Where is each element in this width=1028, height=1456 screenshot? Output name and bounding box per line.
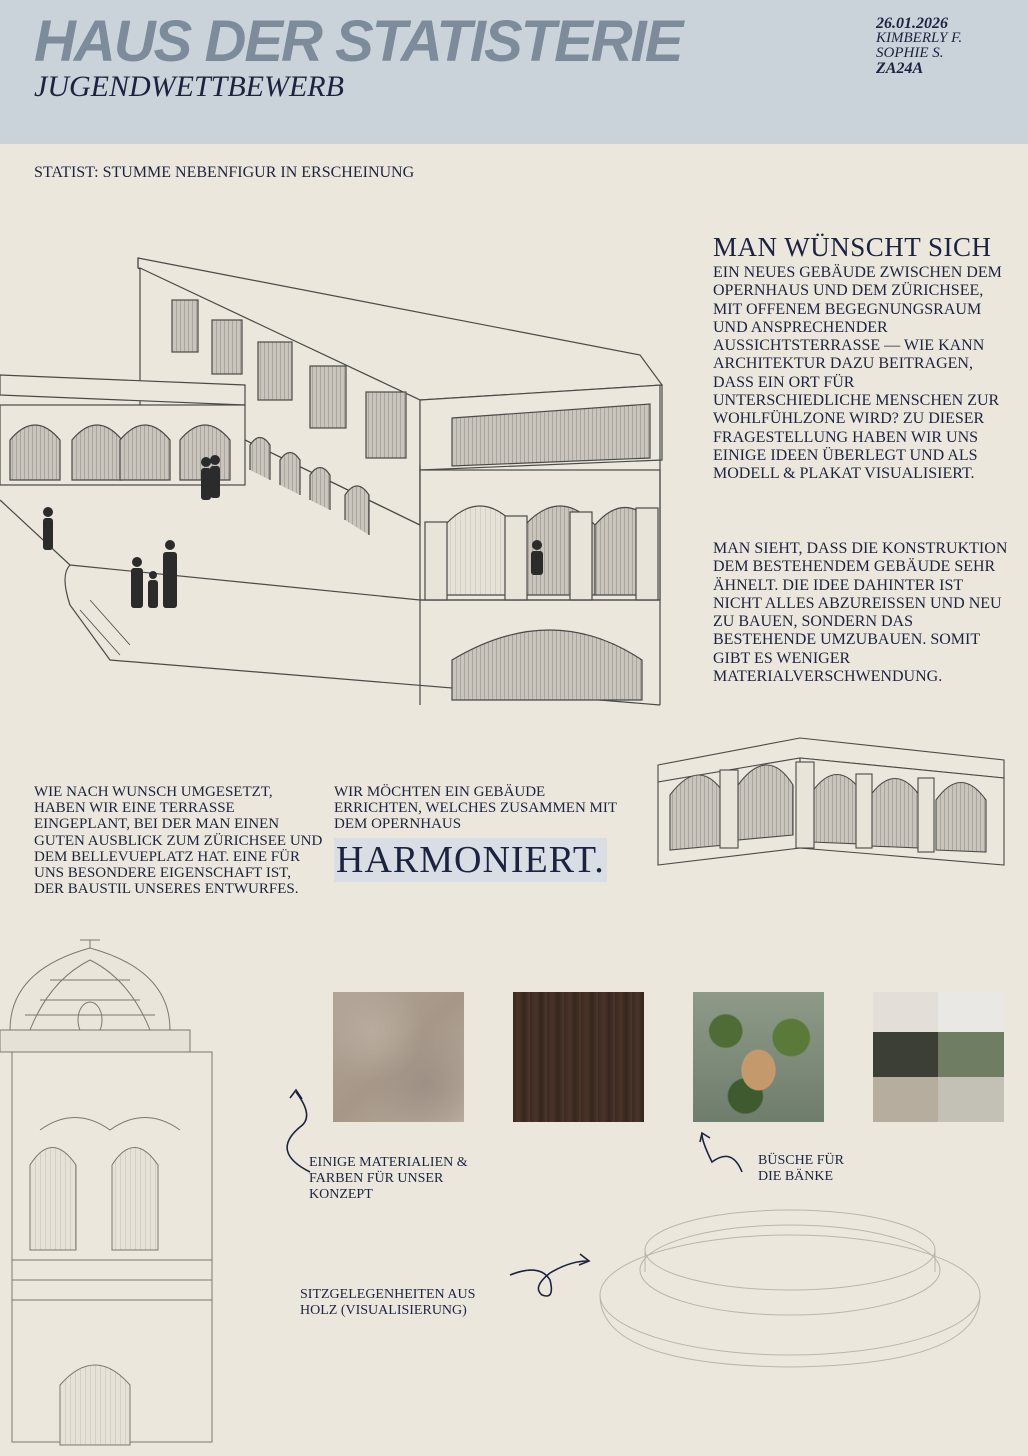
date-label: 26.01.2026 bbox=[876, 15, 948, 32]
palette-texture-dark bbox=[873, 1032, 938, 1077]
arrow-right-loop-icon bbox=[510, 1254, 589, 1296]
palette-swatch-gray bbox=[938, 1077, 1004, 1122]
dome-tower-sketch bbox=[0, 940, 212, 1445]
seating-sketch bbox=[600, 1210, 980, 1367]
harmony-intro: WIR MÖCHTEN EIN GEBÄUDE ERRICHTEN, WELCHES ZUSAMMEN MIT DEM OPERNHAUS bbox=[334, 784, 617, 833]
wish-paragraph-1: EIN NEUES GEBÄUDE ZWISCHEN DEM OPERNHAUS UND DEM ZÜRICHSEE, MIT OFFENEM BEGEGNUNGSRAUM UND ANSPRECHENDER AUSSICHTSTERRASSE — WIE KANN ARCHITEKTUR DAZU BEITRAGEN, DASS EIN ORT FÜR UNTERSCHIEDLICHE MENSCHEN ZUR WOHLFÜHLZONE WIRD? ZU DIESER FRAGESTELLUNG HABEN WIR UNS EINIGE IDEEN ÜBERLEGT UND ALS MODELL & PLAKAT VISUALISIERT. bbox=[713, 264, 1002, 483]
arrow-up-swirl-icon bbox=[287, 1090, 310, 1172]
palette-texture-sand bbox=[873, 1077, 938, 1122]
palette-texture-light bbox=[873, 992, 938, 1032]
materials-caption: EINIGE MATERIALIEN & FARBEN FÜR UNSER KONZEPT bbox=[309, 1155, 468, 1202]
terrace-paragraph: WIE NACH WUNSCH UMGESETZT, HABEN WIR EINE TERRASSE EINGEPLANT, BEI DER MAN EINEN GUTEN AUSBLICK ZUM ZÜRICHSEE UND DEM BELLEVUEPLATZ HAT. EINE FÜR UNS BESONDERE EIGENSCHAFT IST, DER BAUSTIL UNSERES ENTWURFES. bbox=[34, 784, 323, 898]
material-stone-swatch bbox=[333, 992, 464, 1122]
palette-swatch-green bbox=[938, 1032, 1004, 1077]
author-1: KIMBERLY F. bbox=[876, 30, 963, 46]
arcade-sketch bbox=[658, 738, 1004, 865]
courtyard-sketch bbox=[0, 258, 662, 705]
color-palette bbox=[873, 992, 1004, 1122]
wish-heading: MAN WÜNSCHT SICH bbox=[713, 232, 992, 262]
bushes-caption: BÜSCHE FÜR DIE BÄNKE bbox=[758, 1153, 844, 1184]
arrow-up-left-icon bbox=[700, 1133, 742, 1172]
seating-caption: SITZGELEGENHEITEN AUS HOLZ (VISUALISIERUNG) bbox=[300, 1287, 476, 1318]
bushes-model-image bbox=[693, 992, 824, 1122]
class-label: ZA24A bbox=[876, 60, 924, 77]
material-wood-swatch bbox=[513, 992, 644, 1122]
author-2: SOPHIE S. bbox=[876, 45, 944, 61]
wish-paragraph-2: MAN SIEHT, DASS DIE KONSTRUKTION DEM BESTEHENDEM GEBÄUDE SEHR ÄHNELT. DIE IDEE DAHINTER IST NICHT ALLES ABZUREISSEN UND NEU ZU BAUEN, SONDERN DAS BESTEHENDE UMZUBAUEN. SOMIT GIBT ES WENIGER MATERIALVERSCHWENDUNG. bbox=[713, 540, 1008, 686]
palette-swatch-white bbox=[938, 992, 1004, 1032]
harmony-word: HARMONIERT. bbox=[336, 839, 605, 881]
tagline: STATIST: STUMME NEBENFIGUR IN ERSCHEINUNG bbox=[34, 164, 415, 181]
page-subtitle: JUGENDWETTBEWERB bbox=[34, 70, 344, 103]
page-title: HAUS DER STATISTERIE bbox=[34, 9, 682, 74]
